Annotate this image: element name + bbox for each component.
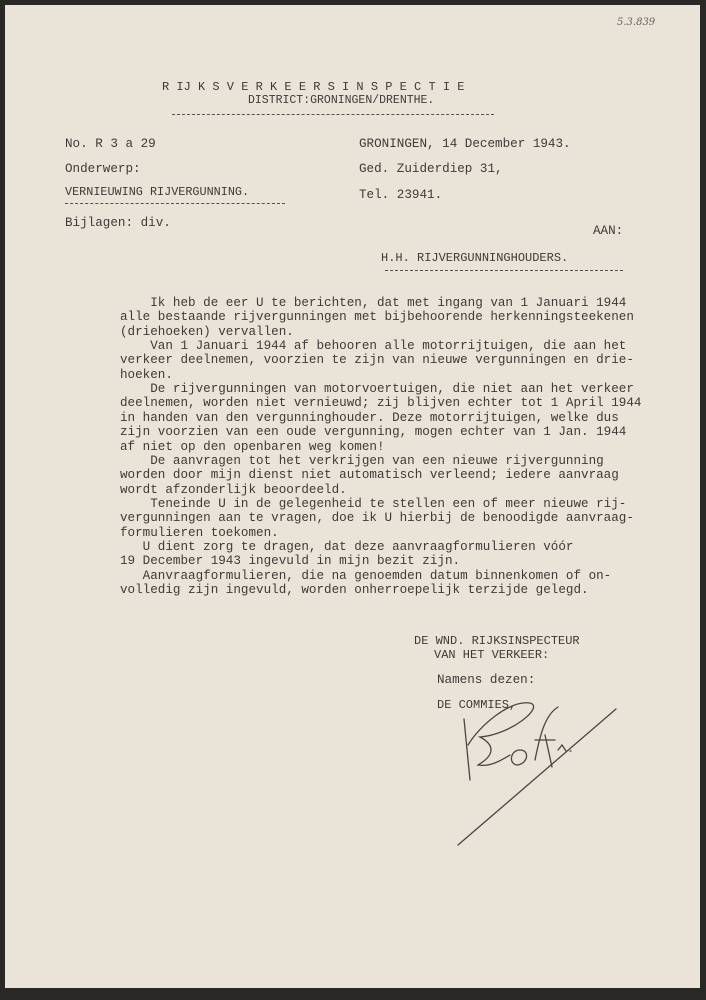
attachments: Bijlagen: div. <box>65 216 171 230</box>
body-line: Van 1 Januari 1944 af behooren alle motorrijtuigen, die aan het <box>120 339 627 354</box>
body-line: hoeken. <box>120 367 173 382</box>
body-line: Aanvraagformulieren, die na genoemden datum binnenkomen of on- <box>120 568 612 583</box>
body-line: U dient zorg te dragen, dat deze aanvraagformulieren vóór <box>120 539 574 554</box>
subject-label: Onderwerp: <box>65 162 141 176</box>
body-line: Teneinde U in de gelegenheid te stellen een of meer nieuwe rij- <box>120 496 627 511</box>
letterhead-organisation: R IJ K S V E R K E E R S I N S P E C T I E <box>162 80 465 94</box>
closing-title: DE WND. RIJKSINSPECTEUR <box>414 634 580 648</box>
body-line: volledig zijn ingevuld, worden onherroepelijk terzijde gelegd. <box>120 583 589 597</box>
sender-phone: Tel. 23941. <box>359 188 443 202</box>
body-line: De aanvragen tot het verkrijgen van een nieuwe rijvergunning <box>120 453 604 468</box>
subject-underline <box>65 203 285 204</box>
signature <box>440 695 630 855</box>
body-line: af niet op den openbaren weg komen! <box>120 439 385 454</box>
archive-mark: 5.3.839 <box>617 17 656 28</box>
body-line: wordt afzonderlijk beoordeeld. <box>120 482 347 497</box>
recipient-underline <box>385 270 623 271</box>
body-line: zijn voorzien van een oude vergunning, mogen echter van 1 Jan. 1944 <box>120 425 627 440</box>
body-line: formulieren toekomen. <box>120 525 279 540</box>
closing-role: DE COMMIES, <box>437 698 517 712</box>
sender-address: Ged. Zuiderdiep 31, <box>359 162 503 176</box>
closing-title-2: VAN HET VERKEER: <box>434 648 550 662</box>
subject: VERNIEUWING RIJVERGUNNING. <box>65 185 250 199</box>
body-line: Ik heb de eer U te berichten, dat met ingang van 1 Januari 1944 <box>120 296 627 310</box>
body-line: 19 December 1943 ingevuld in mijn bezit zijn. <box>120 554 461 569</box>
place-date: GRONINGEN, 14 December 1943. <box>359 137 571 151</box>
body-line: (driehoeken) vervallen. <box>120 324 294 339</box>
body-line: verkeer deelnemen, voorzien te zijn van nieuwe vergunningen en drie- <box>120 353 634 368</box>
letterhead-divider <box>172 114 494 115</box>
closing-on-behalf: Namens dezen: <box>437 673 536 687</box>
recipient-label: AAN: <box>593 224 624 238</box>
body-line: vergunningen aan te vragen, doe ik U hierbij de benoodigde aanvraag- <box>120 511 634 526</box>
body-line: deelnemen, worden niet vernieuwd; zij blijven echter tot 1 April 1944 <box>120 396 642 411</box>
body-line: in handen van den vergunninghouder. Deze motorrijtuigen, welke dus <box>120 410 619 425</box>
body-line: alle bestaande rijvergunningen met bijbehoorende herkenningsteekenen <box>120 310 634 325</box>
recipient-name: H.H. RIJVERGUNNINGHOUDERS. <box>381 251 569 265</box>
body-line: De rijvergunningen van motorvoertuigen, die niet aan het verkeer <box>120 382 634 397</box>
body-line: worden door mijn dienst niet automatisch verleend; iedere aanvraag <box>120 468 619 483</box>
reference-number: No. R 3 a 29 <box>65 137 156 151</box>
letterhead-district: DISTRICT:GRONINGEN/DRENTHE. <box>248 94 435 107</box>
